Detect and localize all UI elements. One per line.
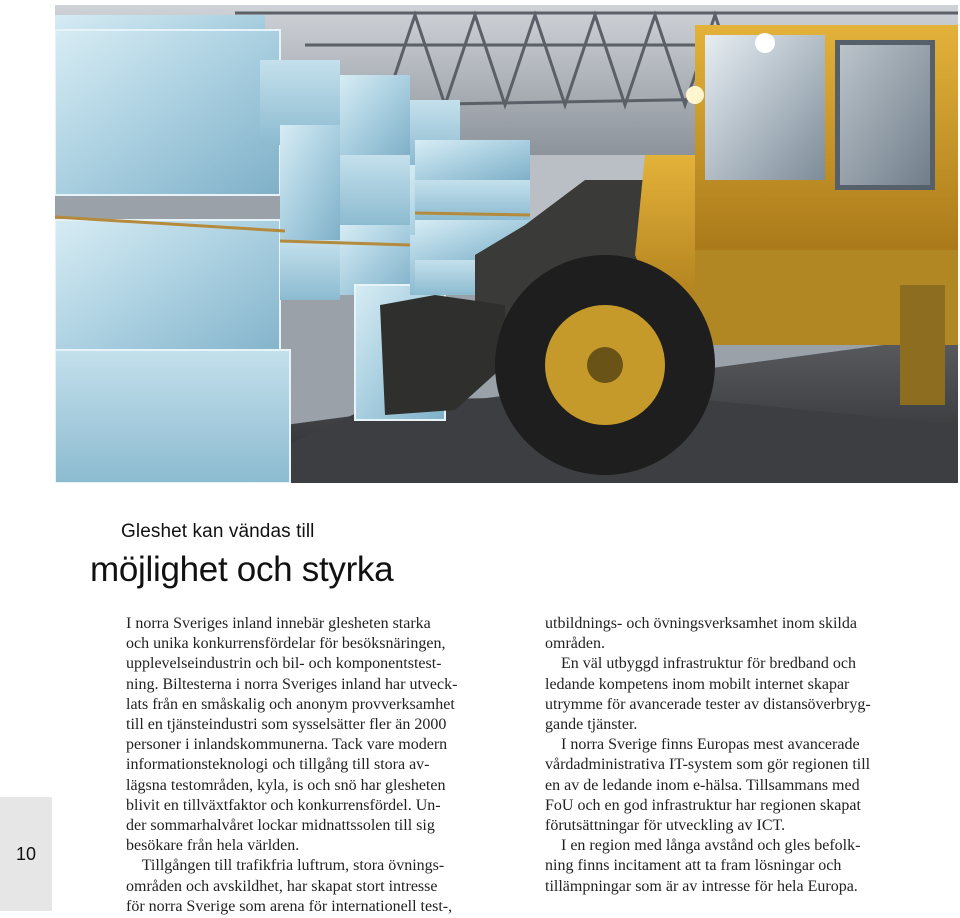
body-line: ning. Biltesterna i norra Sveriges inland har utveck-: [126, 675, 458, 693]
body-line: tillämpningar som är av intresse för hela Europa.: [545, 877, 858, 895]
hero-photo: [55, 5, 958, 483]
article-subtitle: Gleshet kan vändas till: [121, 521, 315, 542]
body-line: informationsteknologi och tillgång till stora av-: [126, 756, 430, 774]
body-line: I norra Sveriges inland innebär glesheten starka: [126, 615, 431, 632]
page-number-tab: [0, 797, 52, 911]
body-line: lägsna testområden, kyla, is och snö har glesheten: [126, 776, 446, 794]
body-line: Tillgången till trafikfria luftrum, stora övnings-: [126, 857, 445, 875]
body-line: områden och avskildhet, har skapat stort intresse: [126, 877, 438, 895]
left-text-column: [126, 614, 504, 917]
body-line: gande tjänster.: [545, 716, 638, 734]
body-line: der sommarhalvåret lockar midnattssolen till sig: [126, 817, 435, 835]
article-title: möjlighet och styrka: [90, 550, 394, 589]
body-line: utbildnings- och övningsverksamhet inom skilda: [545, 615, 857, 632]
body-line: personer i inlandskommunerna. Tack vare modern: [126, 736, 448, 754]
body-line: lats från en småskalig och anonym provverksamhet: [126, 695, 455, 713]
body-line: områden.: [545, 635, 605, 653]
right-text-column: [545, 614, 915, 897]
body-line: utrymme för avancerade tester av distansöverbryg-: [545, 695, 871, 713]
warehouse-ice-loader-image: [55, 5, 958, 483]
body-line: för norra Sverige som arena för internationell test-,: [126, 897, 453, 915]
body-line: En väl utbyggd infrastruktur för bredband och: [545, 655, 857, 673]
body-line: vårdadministrativa IT-system som gör regionen till: [545, 756, 871, 774]
body-line: blivit en tillväxtfaktor och konkurrensfördel. Un-: [126, 796, 441, 814]
body-line: I en region med långa avstånd och gles befolk-: [545, 837, 861, 855]
body-line: FoU och en god infrastruktur har regionen skapat: [545, 796, 861, 814]
body-line: ledande kompetens inom mobilt internet skapar: [545, 675, 850, 693]
body-line: besökare från hela världen.: [126, 837, 300, 855]
body-line: och unika konkurrensfördelar för besöksnäringen,: [126, 635, 446, 653]
body-line: ning finns incitament att ta fram lösningar och: [545, 857, 842, 875]
body-line: till en tjänsteindustri som sysselsätter fler än 2000: [126, 716, 447, 734]
body-line: en av de ledande inom e-hälsa. Tillsammans med: [545, 776, 860, 794]
body-line: I norra Sverige finns Europas mest avancerade: [545, 736, 860, 754]
page-number: 10: [15, 843, 37, 864]
body-line: upplevelseindustrin och bil- och komponentstest-: [126, 655, 442, 673]
body-line: förutsättningar för utveckling av ICT.: [545, 817, 786, 835]
